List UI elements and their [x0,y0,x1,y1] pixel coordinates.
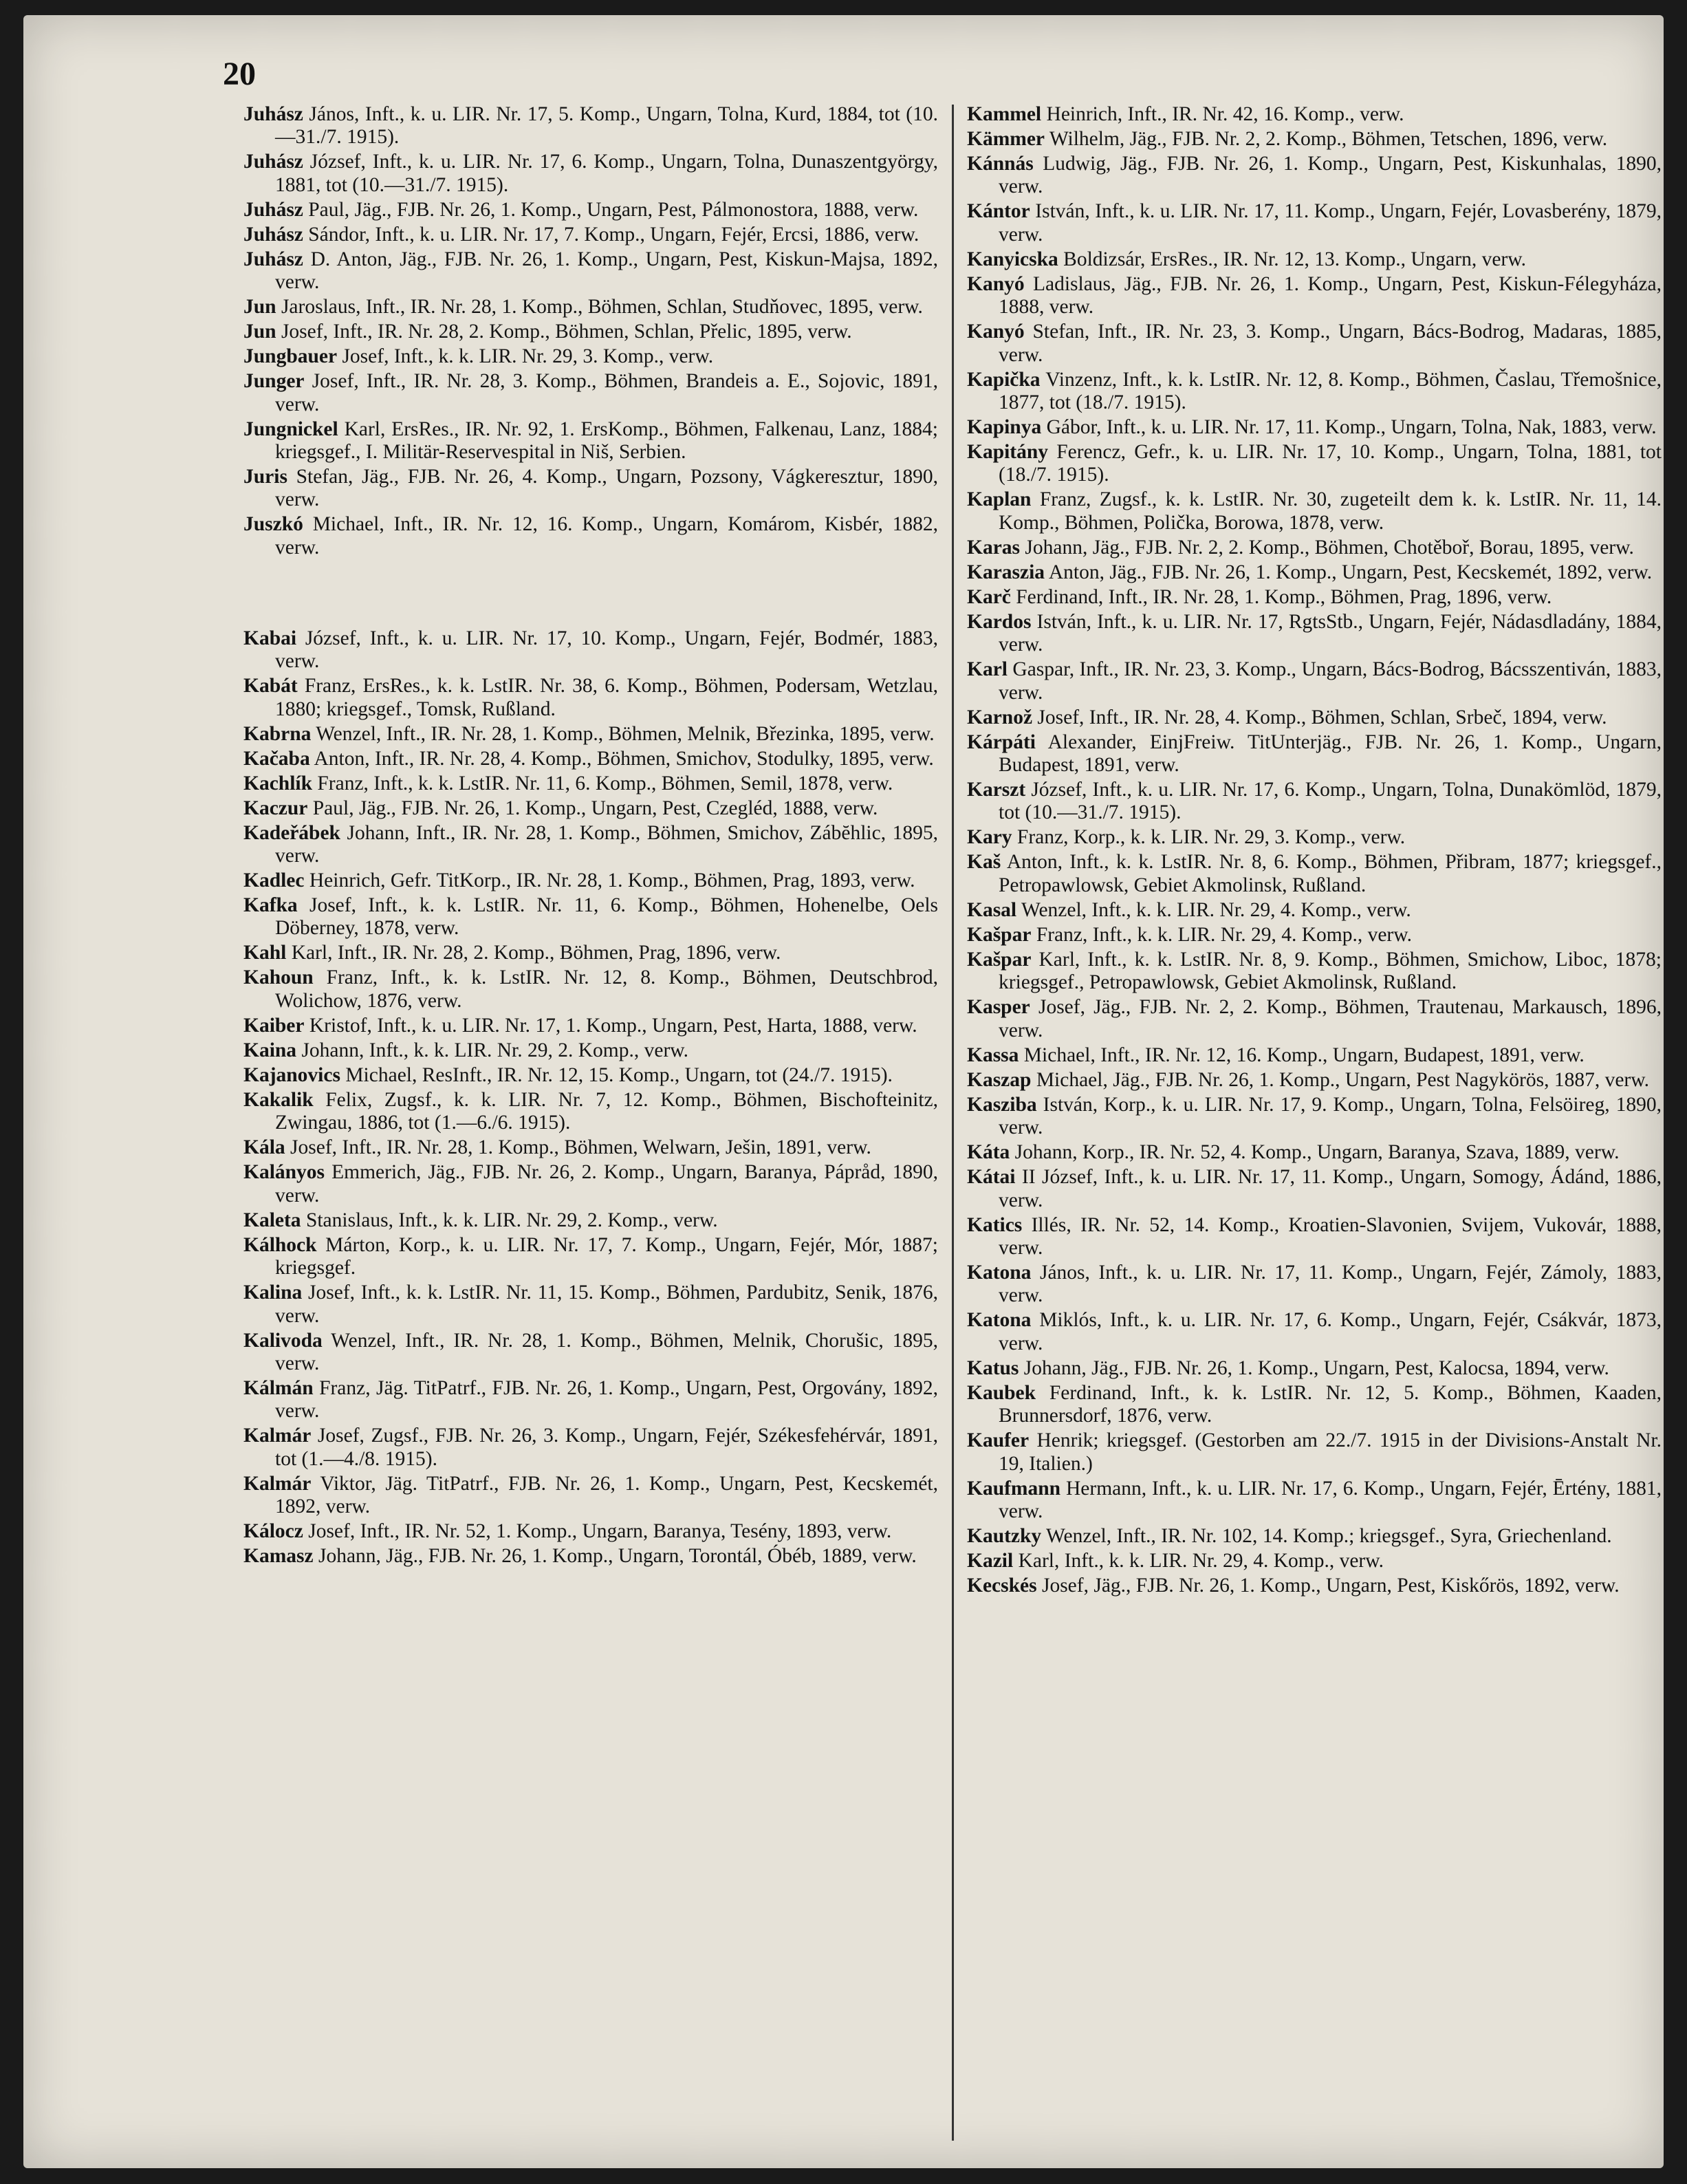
list-entry [967,1214,1662,1260]
entry-surname: Kaufmann [967,1477,1061,1500]
list-entry [243,1473,938,1519]
left-column [243,103,938,1570]
list-entry [243,1234,938,1280]
entry-details: Paul, Jäg., FJB. Nr. 26, 1. Komp., Ungarn, Pest, Pálmonostora, 1888, verw. [308,198,919,221]
entry-details: Franz, Inft., k. k. LstIR. Nr. 11, 6. Komp., Böhmen, Semil, 1878, verw. [317,772,893,794]
entry-surname: Jun [243,296,276,318]
entry-surname: Kautzky [967,1524,1042,1547]
list-entry [243,321,938,343]
entry-details: Anton, Jäg., FJB. Nr. 26, 1. Komp., Ungarn, Pest, Kecskemét, 1892, verw. [1048,561,1653,583]
entry-details: Ludwig, Jäg., FJB. Nr. 26, 1. Komp., Ungarn, Pest, Kiskunhalas, 1890, verw. [999,153,1662,198]
list-entry [243,1039,938,1062]
list-entry [243,1545,938,1568]
entry-surname: Kadlec [243,869,305,892]
list-entry [967,1166,1662,1212]
entry-surname: Kapička [967,368,1041,391]
entry-details: Miklós, Inft., k. u. LIR. Nr. 17, 6. Komp., Ungarn, Fejér, Csákvár, 1873, verw. [999,1309,1662,1354]
list-entry [967,1141,1662,1164]
entry-details: József, Inft., k. u. LIR. Nr. 17, 6. Komp., Ungarn, Tolna, Dunakömlöd, 1879, tot (10.—31./7. 1915). [999,779,1662,824]
entry-details: D. Anton, Jäg., FJB. Nr. 26, 1. Komp., Ungarn, Pest, Kiskun-Majsa, 1892, verw. [275,248,938,294]
entry-surname: Kaplan [967,488,1032,511]
entry-details: Karl, Inft., k. k. LIR. Nr. 29, 4. Komp., verw. [1018,1549,1384,1572]
entry-details: Ferdinand, Inft., k. k. LstIR. Nr. 12, 5. Komp., Böhmen, Kaaden, Brunnersdorf, 1876, verw. [999,1381,1662,1427]
entry-details: Sándor, Inft., k. u. LIR. Nr. 17, 7. Komp., Ungarn, Fejér, Ercsi, 1886, verw. [308,223,919,246]
entry-details: Felix, Zugsf., k. k. LIR. Nr. 7, 12. Komp., Böhmen, Bischofteinitz, Zwingau, 1886, tot (1.—6./6. 1915). [275,1088,938,1134]
entry-surname: Juhász [243,198,303,221]
entry-details: József, Inft., k. u. LIR. Nr. 17, 6. Komp., Ungarn, Tolna, Dunaszentgyörgy, 1881, tot (10.—31./7. 1915). [275,151,938,196]
entry-surname: Katus [967,1356,1019,1379]
list-entry [967,826,1662,849]
entry-surname: Kazil [967,1549,1014,1572]
entry-surname: Kamasz [243,1545,314,1568]
entry-details: Gaspar, Inft., IR. Nr. 23, 3. Komp., Ungarn, Bács-Bodrog, Bácsszentiván, 1883, verw. [999,658,1662,704]
entry-surname: Kašpar [967,948,1032,971]
entry-details: Heinrich, Gefr. TitKorp., IR. Nr. 28, 1. Komp., Böhmen, Prag, 1893, verw. [309,869,915,892]
entry-surname: Kasal [967,898,1017,921]
entry-details: Michael, Inft., IR. Nr. 12, 16. Komp., Ungarn, Budapest, 1891, verw. [1023,1044,1585,1066]
list-entry [243,772,938,795]
entry-details: Johann, Jäg., FJB. Nr. 26, 1. Komp., Ungarn, Pest, Kalocsa, 1894, verw. [1023,1356,1609,1379]
list-entry [243,1330,938,1376]
entry-surname: Kardos [967,610,1032,633]
entry-details: Viktor, Jäg. TitPatrf., FJB. Nr. 26, 1. Komp., Ungarn, Pest, Kecskemét, 1892, verw. [275,1472,938,1518]
entry-details: Josef, Inft., IR. Nr. 28, 1. Komp., Böhmen, Welwarn, Ješin, 1891, verw. [290,1136,871,1159]
entry-details: Johann, Inft., IR. Nr. 28, 1. Komp., Böhmen, Smichov, Zábĕhlic, 1895, verw. [275,821,939,867]
list-entry [243,822,938,868]
right-column [967,103,1662,1599]
entry-surname: Kapinya [967,416,1042,439]
entry-details: Stanislaus, Inft., k. k. LIR. Nr. 29, 2. Komp., verw. [305,1209,718,1231]
list-entry [967,1309,1662,1355]
entry-details: Henrik; kriegsgef. (Gestorben am 22./7. 1915 in der Divisions-Anstalt Nr. 19, Italien.) [999,1429,1662,1475]
entry-details: Paul, Jäg., FJB. Nr. 26, 1. Komp., Ungarn, Pest, Czegléd, 1888, verw. [312,797,878,819]
entry-surname: Katona [967,1261,1032,1284]
entry-details: Ferdinand, Inft., IR. Nr. 28, 1. Komp., Böhmen, Prag, 1896, verw. [1016,585,1552,608]
entry-details: Johann, Jäg., FJB. Nr. 2, 2. Komp., Böhmen, Chotěboř, Borau, 1895, verw. [1025,536,1634,559]
entry-surname: Kalányos [243,1161,325,1184]
list-entry [967,441,1662,487]
entry-details: Vinzenz, Inft., k. k. LstIR. Nr. 12, 8. Komp., Böhmen, Časlau, Třemošnice, 1877, tot (18./7. 1915). [999,368,1662,414]
document-page [23,15,1664,2168]
list-entry [967,1262,1662,1308]
list-entry [243,248,938,294]
list-entry [243,966,938,1013]
list-entry [967,153,1662,199]
entry-details: Wenzel, Inft., IR. Nr. 28, 1. Komp., Böhmen, Melnik, Chorušic, 1895, verw. [275,1329,938,1374]
entry-details: Márton, Korp., k. u. LIR. Nr. 17, 7. Komp., Ungarn, Fejér, Mór, 1887; kriegsgef. [275,1233,938,1279]
entry-surname: Katics [967,1213,1023,1236]
entry-surname: Kačaba [243,747,310,770]
entry-surname: Kašpar [967,923,1032,946]
entry-details: Michael, ResInft., IR. Nr. 12, 15. Komp., Ungarn, tot (24./7. 1915). [345,1063,893,1086]
entry-details: Franz, Inft., k. k. LstIR. Nr. 12, 8. Komp., Böhmen, Deutschbrod, Wolichow, 1876, verw. [275,966,938,1012]
entry-surname: Juhász [243,151,303,173]
list-entry [243,869,938,892]
entry-details: Kristof, Inft., k. u. LIR. Nr. 17, 1. Komp., Ungarn, Pest, Harta, 1888, verw. [309,1014,917,1037]
entry-details: Josef, Inft., k. k. LstIR. Nr. 11, 6. Komp., Böhmen, Hohenelbe, Oels Döberney, 1878, verw. [275,894,938,940]
list-entry [967,949,1662,995]
list-entry [243,1089,938,1135]
entry-details: Karl, ErsRes., IR. Nr. 92, 1. ErsKomp., Böhmen, Falkenau, Lanz, 1884; kriegsgef., I. Militär-Reservespital in Niš, Serbien. [275,418,938,464]
entry-details: Josef, Inft., IR. Nr. 28, 2. Komp., Böhmen, Schlan, Přelic, 1895, verw. [281,321,852,343]
entry-details: István, Inft., k. u. LIR. Nr. 17, RgtsStb., Ungarn, Fejér, Nádasdladány, 1884, verw. [999,610,1662,656]
list-entry [243,942,938,964]
entry-surname: Kaczur [243,797,308,819]
entry-surname: Karszt [967,779,1026,801]
entry-surname: Kalmár [243,1425,312,1447]
list-entry [243,224,938,246]
list-entry [967,1382,1662,1428]
list-entry [967,1478,1662,1524]
entry-surname: Junger [243,370,305,393]
entry-details: Josef, Inft., IR. Nr. 28, 4. Komp., Böhmen, Schlan, Srbeč, 1894, verw. [1037,706,1607,728]
entry-surname: Kanyó [967,321,1025,343]
list-entry [967,586,1662,609]
entry-details: Johann, Inft., k. k. LIR. Nr. 29, 2. Komp., verw. [301,1039,689,1061]
entry-surname: Kapitány [967,441,1049,464]
entry-details: Franz, Korp., k. k. LIR. Nr. 29, 3. Komp., verw. [1016,826,1406,849]
entry-surname: Kaš [967,851,1001,874]
entry-details: János, Inft., k. u. LIR. Nr. 17, 11. Komp., Ungarn, Fejér, Zámoly, 1883, verw. [999,1261,1662,1307]
entry-surname: Juhász [243,103,303,125]
entry-surname: Kaszap [967,1068,1032,1091]
entry-surname: Kaubek [967,1381,1036,1404]
list-entry [243,1136,938,1159]
entry-details: Illés, IR. Nr. 52, 14. Komp., Kroatien-Slavonien, Svijem, Vukovár, 1888, verw. [999,1213,1662,1259]
list-entry [967,1069,1662,1092]
entry-details: Emmerich, Jäg., FJB. Nr. 26, 2. Komp., Ungarn, Baranya, Pápråd, 1890, verw. [275,1161,938,1207]
entry-details: Hermann, Inft., k. u. LIR. Nr. 17, 6. Komp., Ungarn, Fejér, Ērtény, 1881, verw. [999,1477,1662,1522]
entry-details: Michael, Jäg., FJB. Nr. 26, 1. Komp., Ungarn, Pest Nagykörös, 1887, verw. [1036,1068,1650,1091]
list-entry [967,1550,1662,1572]
list-entry [967,658,1662,704]
entry-details: János, Inft., k. u. LIR. Nr. 17, 5. Komp., Ungarn, Tolna, Kurd, 1884, tot (10.—31./7. 1915). [275,103,939,149]
entry-details: Anton, Inft., IR. Nr. 28, 4. Komp., Böhmen, Smichov, Stodulky, 1895, verw. [314,747,934,770]
entry-details: Wenzel, Inft., IR. Nr. 28, 1. Komp., Böhmen, Melnik, Březinka, 1895, verw. [316,722,935,745]
entry-surname: Kabát [243,675,298,698]
entry-surname: Juszkó [243,513,303,536]
entry-surname: Jungbauer [243,345,338,368]
entry-surname: Kasper [967,996,1030,1019]
entry-surname: Káta [967,1141,1010,1164]
entry-surname: Juris [243,466,287,488]
entry-details: Jaroslaus, Inft., IR. Nr. 28, 1. Komp., Böhmen, Schlan, Studňovec, 1895, verw. [281,296,923,318]
list-entry [967,996,1662,1042]
list-entry [243,1064,938,1087]
entry-details: Johann, Jäg., FJB. Nr. 26, 1. Komp., Ungarn, Torontál, Óbéb, 1889, verw. [318,1545,917,1568]
section-gap [243,561,938,627]
entry-details: Josef, Zugsf., FJB. Nr. 26, 3. Komp., Ungarn, Fejér, Székesfehérvár, 1891, tot (1.—4./8. 1915). [275,1425,939,1470]
entry-details: Wenzel, Inft., k. k. LIR. Nr. 29, 4. Komp., verw. [1021,898,1411,921]
entry-surname: Kárpáti [967,731,1036,753]
column-divider [952,105,954,2141]
list-entry [243,370,938,416]
entry-details: Josef, Inft., IR. Nr. 52, 1. Komp., Ungarn, Baranya, Tesény, 1893, verw. [308,1520,892,1543]
list-entry [243,797,938,820]
entry-details: Karl, Inft., IR. Nr. 28, 2. Komp., Böhmen, Prag, 1896, verw. [291,942,781,964]
entry-surname: Kammel [967,103,1042,125]
entry-details: Alexander, EinjFreiw. TitUnterjäg., FJB. Nr. 26, 1. Komp., Ungarn, Budapest, 1891, verw. [999,731,1662,777]
entry-details: Franz, Zugsf., k. k. LstIR. Nr. 30, zugeteilt dem k. k. LstIR. Nr. 11, 14. Komp., Böhmen, Polička, Borowa, 1878, verw. [999,488,1662,534]
entry-surname: Kalmár [243,1472,312,1495]
list-entry [243,675,938,721]
entry-details: Stefan, Jäg., FJB. Nr. 26, 4. Komp., Ungarn, Pozsony, Vágkeresztur, 1890, verw. [275,466,938,511]
list-entry [967,1525,1662,1548]
entry-surname: Kátai [967,1166,1016,1189]
list-entry [967,561,1662,584]
entry-surname: Karas [967,536,1021,559]
entry-surname: Kecskés [967,1574,1037,1597]
entry-surname: Kafka [243,894,298,917]
entry-details: Josef, Inft., k. k. LstIR. Nr. 11, 15. Komp., Böhmen, Pardubitz, Senik, 1876, verw. [275,1282,939,1327]
entry-details: Heinrich, Inft., IR. Nr. 42, 16. Komp., verw. [1046,103,1404,125]
entry-surname: Kaiber [243,1014,305,1037]
list-entry [243,1161,938,1207]
entry-surname: Kachlík [243,772,312,794]
entry-details: Josef, Inft., k. k. LIR. Nr. 29, 3. Komp., verw. [342,345,714,368]
list-entry [967,369,1662,415]
list-entry [967,273,1662,319]
list-entry [243,418,938,464]
list-entry [243,1209,938,1232]
entry-details: Ferencz, Gefr., k. u. LIR. Nr. 17, 10. Komp., Ungarn, Tolna, 1881, tot (18./7. 1915). [999,441,1662,486]
entry-surname: Kálocz [243,1520,303,1543]
entry-surname: Kaina [243,1039,297,1061]
list-entry [967,851,1662,897]
entry-details: Josef, Inft., IR. Nr. 28, 3. Komp., Böhmen, Brandeis a. E., Sojovic, 1891, verw. [275,370,938,415]
list-entry [967,1357,1662,1380]
list-entry [243,1015,938,1037]
list-entry [243,513,938,559]
list-entry [243,466,938,512]
list-entry [243,1282,938,1328]
list-entry [243,103,938,149]
entry-surname: Kalivoda [243,1329,323,1352]
entry-surname: Kálmán [243,1376,314,1399]
entry-details: Josef, Jäg., FJB. Nr. 26, 1. Komp., Ungarn, Pest, Kiskőrös, 1892, verw. [1041,1574,1620,1597]
list-entry [243,345,938,368]
entry-details: Boldizsár, ErsRes., IR. Nr. 12, 13. Komp., Ungarn, verw. [1063,248,1527,270]
entry-surname: Kálhock [243,1233,317,1256]
entry-details: Karl, Inft., k. k. LstIR. Nr. 8, 9. Komp., Böhmen, Smichow, Liboc, 1878; kriegsgef., Petropawlowsk, Gebiet Akmolinsk, Rußland. [999,948,1662,994]
list-entry [243,748,938,770]
list-entry [967,1044,1662,1067]
entry-surname: Kaufer [967,1429,1030,1452]
entry-surname: Juhász [243,223,303,246]
entry-surname: Kassa [967,1044,1019,1066]
entry-details: Wenzel, Inft., IR. Nr. 102, 14. Komp.; kriegsgef., Syra, Griechenland. [1046,1524,1612,1547]
entry-surname: Kajanovics [243,1063,340,1086]
entry-details: István, Korp., k. u. LIR. Nr. 17, 9. Komp., Ungarn, Tolna, Felsöireg, 1890, verw. [999,1093,1662,1139]
list-entry [243,1377,938,1423]
list-entry [967,611,1662,657]
entry-details: Franz, ErsRes., k. k. LstIR. Nr. 38, 6. Komp., Böhmen, Podersam, Wetzlau, 1880; kriegsgef., Tomsk, Rußland. [275,675,938,720]
entry-surname: Karnož [967,706,1033,728]
entry-surname: Kántor [967,200,1030,223]
entry-details: József, Inft., k. u. LIR. Nr. 17, 10. Komp., Ungarn, Fejér, Bodmér, 1883, verw. [275,627,938,673]
list-entry [243,296,938,318]
entry-surname: Kadeřábek [243,821,340,844]
entry-details: Franz, Inft., k. k. LIR. Nr. 29, 4. Komp., verw. [1036,923,1413,946]
entry-surname: Kánnás [967,153,1034,175]
list-entry [967,779,1662,825]
entry-details: Anton, Inft., k. k. LstIR. Nr. 8, 6. Komp., Böhmen, Přibram, 1877; kriegsgef., Petropawlowsk, Gebiet Akmolinsk, Rußland. [999,851,1662,896]
entry-details: Ladislaus, Jäg., FJB. Nr. 26, 1. Komp., Ungarn, Pest, Kiskun-Félegyháza, 1888, verw. [999,272,1662,318]
list-entry [243,199,938,221]
list-entry [967,899,1662,922]
list-entry [967,1429,1662,1475]
entry-surname: Juhász [243,248,303,270]
list-entry [967,706,1662,729]
entry-surname: Kahoun [243,966,314,989]
entry-surname: Katona [967,1309,1032,1332]
entry-surname: Jun [243,321,276,343]
list-entry [967,731,1662,777]
entry-surname: Kanyó [967,272,1025,295]
list-entry [243,723,938,746]
list-entry [967,248,1662,271]
list-entry [243,1520,938,1543]
list-entry [967,488,1662,534]
entry-surname: Kála [243,1136,285,1159]
list-entry [967,1094,1662,1140]
list-entry [967,103,1662,126]
entry-surname: Kahl [243,942,287,964]
entry-details: Johann, Korp., IR. Nr. 52, 4. Komp., Ungarn, Baranya, Szava, 1889, verw. [1014,1141,1620,1164]
entry-surname: Jungnickel [243,418,338,440]
entry-surname: Karl [967,658,1008,681]
page-number: 20 [223,56,256,92]
entry-surname: Kabrna [243,722,312,745]
entry-details: Josef, Jäg., FJB. Nr. 2, 2. Komp., Böhmen, Trautenau, Markausch, 1896, verw. [999,996,1662,1041]
entry-surname: Kanyicska [967,248,1058,270]
list-entry [243,894,938,940]
entry-details: Michael, Inft., IR. Nr. 12, 16. Komp., Ungarn, Komárom, Kisbér, 1882, verw. [275,513,938,559]
list-entry [967,924,1662,947]
entry-details: István, Inft., k. u. LIR. Nr. 17, 11. Komp., Ungarn, Fejér, Lovasberény, 1879, verw. [999,200,1662,246]
list-entry [967,416,1662,439]
entry-surname: Kabai [243,627,297,649]
list-entry [967,537,1662,559]
entry-details: II József, Inft., k. u. LIR. Nr. 17, 11. Komp., Ungarn, Somogy, Ádánd, 1886, verw. [999,1166,1662,1211]
list-entry [243,1425,938,1471]
entry-surname: Kaleta [243,1209,301,1231]
entry-details: Gábor, Inft., k. u. LIR. Nr. 17, 11. Komp., Ungarn, Tolna, Nak, 1883, verw. [1046,416,1657,439]
list-entry [967,200,1662,246]
entry-surname: Kasziba [967,1093,1037,1116]
entry-surname: Kalina [243,1282,303,1304]
entry-details: Franz, Jäg. TitPatrf., FJB. Nr. 26, 1. Komp., Ungarn, Pest, Orgovány, 1892, verw. [275,1376,938,1423]
list-entry [967,1575,1662,1597]
list-entry [967,321,1662,367]
list-entry [967,128,1662,151]
entry-surname: Karč [967,585,1011,608]
list-entry [243,151,938,197]
entry-details: Stefan, Inft., IR. Nr. 23, 3. Komp., Ungarn, Bács-Bodrog, Madaras, 1885, verw. [999,321,1662,366]
entry-surname: Kary [967,826,1012,849]
entry-surname: Karaszia [967,561,1045,583]
entry-surname: Kämmer [967,128,1045,150]
list-entry [243,627,938,673]
entry-surname: Kakalik [243,1088,314,1111]
entry-details: Wilhelm, Jäg., FJB. Nr. 2, 2. Komp., Böhmen, Tetschen, 1896, verw. [1049,128,1608,150]
